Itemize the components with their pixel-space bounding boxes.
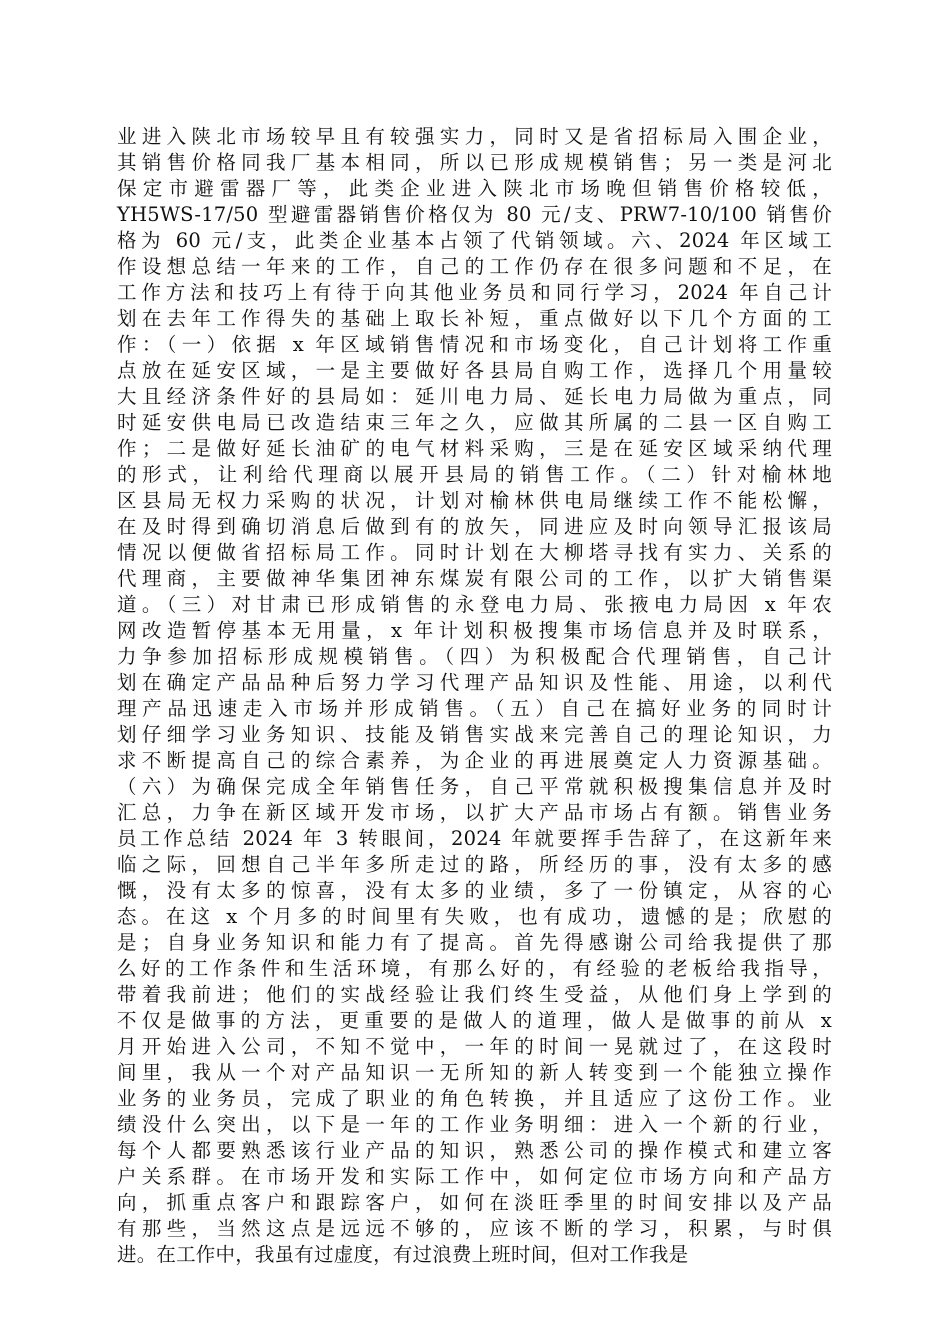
text-line: 情况以便做省招标局工作。同时计划在大柳塔寻找有实力、关系的 <box>117 541 832 564</box>
text-line: 划在确定产品品种后努力学习代理产品知识及性能、用途，以利代 <box>117 671 832 694</box>
text-line: 点放在延安区域，一是主要做好各县局自购工作，选择几个用量较 <box>117 359 832 382</box>
text-line: 道。（三）对甘肃已形成销售的永登电力局、张掖电力局因 x 年农 <box>117 593 832 616</box>
text-line: 力争参加招标形成规模销售。（四）为积极配合代理销售，自己计 <box>117 645 832 668</box>
text-line: 月开始进入公司，不知不觉中，一年的时间一晃就过了，在这段时 <box>117 1035 832 1058</box>
text-line: 向，抓重点客户和跟踪客户，如何在淡旺季里的时间安排以及产品 <box>117 1191 832 1214</box>
text-line: 划仔细学习业务知识、技能及销售实战来完善自己的理论知识，力 <box>117 723 832 746</box>
text-line: 其销售价格同我厂基本相同，所以已形成规模销售；另一类是河北 <box>117 151 832 174</box>
text-line: 业进入陕北市场较早且有较强实力，同时又是省招标局入围企业， <box>117 125 832 148</box>
text-line: 时延安供电局已改造结束三年之久，应做其所属的二县一区自购工 <box>117 411 832 434</box>
text-line: 带着我前进；他们的实战经验让我们终生受益，从他们身上学到的 <box>117 983 832 1006</box>
text-line: 有那些，当然这点是远远不够的，应该不断的学习，积累，与时俱 <box>117 1217 832 1240</box>
text-line: 工作方法和技巧上有待于向其他业务员和同行学习，2024 年自己计 <box>117 281 832 304</box>
text-line: 慨，没有太多的惊喜，没有太多的业绩，多了一份镇定，从容的心 <box>117 879 832 902</box>
text-line: 汇总，力争在新区域开发市场，以扩大产品市场占有额。销售业务 <box>117 801 832 824</box>
text-line: 临之际，回想自己半年多所走过的路，所经历的事，没有太多的感 <box>117 853 832 876</box>
text-line: 理产品迅速走入市场并形成销售。（五）自己在搞好业务的同时计 <box>117 697 832 720</box>
body-text <box>117 124 832 1268</box>
text-line: 代理商，主要做神华集团神东煤炭有限公司的工作，以扩大销售渠 <box>117 567 832 590</box>
text-line: 作：（一）依据 x 年区域销售情况和市场变化，自己计划将工作重 <box>117 333 832 356</box>
text-line: 大且经济条件好的县局如：延川电力局、延长电力局做为重点，同 <box>117 385 832 408</box>
text-line: 是；自身业务知识和能力有了提高。首先得感谢公司给我提供了那 <box>117 931 832 954</box>
text-line: 作设想总结一年来的工作，自己的工作仍存在很多问题和不足，在 <box>117 255 832 278</box>
text-line: 区县局无权力采购的状况，计划对榆林供电局继续工作不能松懈， <box>117 489 832 512</box>
text-line: 网改造暂停基本无用量，x 年计划积极搜集市场信息并及时联系， <box>117 619 832 642</box>
text-line: 户关系群。在市场开发和实际工作中，如何定位市场方向和产品方 <box>117 1165 832 1188</box>
text-line: 每个人都要熟悉该行业产品的知识，熟悉公司的操作模式和建立客 <box>117 1139 832 1162</box>
text-line: 不仅是做事的方法，更重要的是做人的道理，做人是做事的前从 x <box>117 1009 832 1032</box>
text-line: 态。在这 x 个月多的时间里有失败，也有成功，遗憾的是；欣慰的 <box>117 905 832 928</box>
text-line: 业务的业务员，完成了职业的角色转换，并且适应了这份工作。业 <box>117 1087 832 1110</box>
text-line: 求不断提高自己的综合素养，为企业的再进展奠定人力资源基础。 <box>117 749 832 772</box>
text-line: 在及时得到确切消息后做到有的放矢，同进应及时向领导汇报该局 <box>117 515 832 538</box>
text-line: 进。在工作中，我虽有过虚度，有过浪费上班时间，但对工作我是 <box>117 1243 689 1266</box>
text-line: 间里，我从一个对产品知识一无所知的新人转变到一个能独立操作 <box>117 1061 832 1084</box>
text-line: YH5WS-17/50 型避雷器销售价格仅为 80 元/支、PRW7-10/100 销售价 <box>117 203 832 226</box>
text-line: 绩没什么突出，以下是一年的工作业务明细：进入一个新的行业， <box>117 1113 832 1136</box>
text-line: 员工作总结 2024 年 3 转眼间，2024 年就要挥手告辞了，在这新年来 <box>117 827 832 850</box>
text-line: 划在去年工作得失的基础上取长补短，重点做好以下几个方面的工 <box>117 307 832 330</box>
text-line: 作；二是做好延长油矿的电气材料采购，三是在延安区域采纳代理 <box>117 437 832 460</box>
text-line: （六）为确保完成全年销售任务，自己平常就积极搜集信息并及时 <box>117 775 832 798</box>
text-line: 么好的工作条件和生活环境，有那么好的，有经验的老板给我指导， <box>117 957 832 980</box>
text-line: 格为 60 元/支，此类企业基本占领了代销领域。六、2024 年区域工 <box>117 229 832 252</box>
text-line: 保定市避雷器厂等，此类企业进入陕北市场晚但销售价格较低， <box>117 177 832 200</box>
text-line: 的形式，让利给代理商以展开县局的销售工作。（二）针对榆林地 <box>117 463 832 486</box>
